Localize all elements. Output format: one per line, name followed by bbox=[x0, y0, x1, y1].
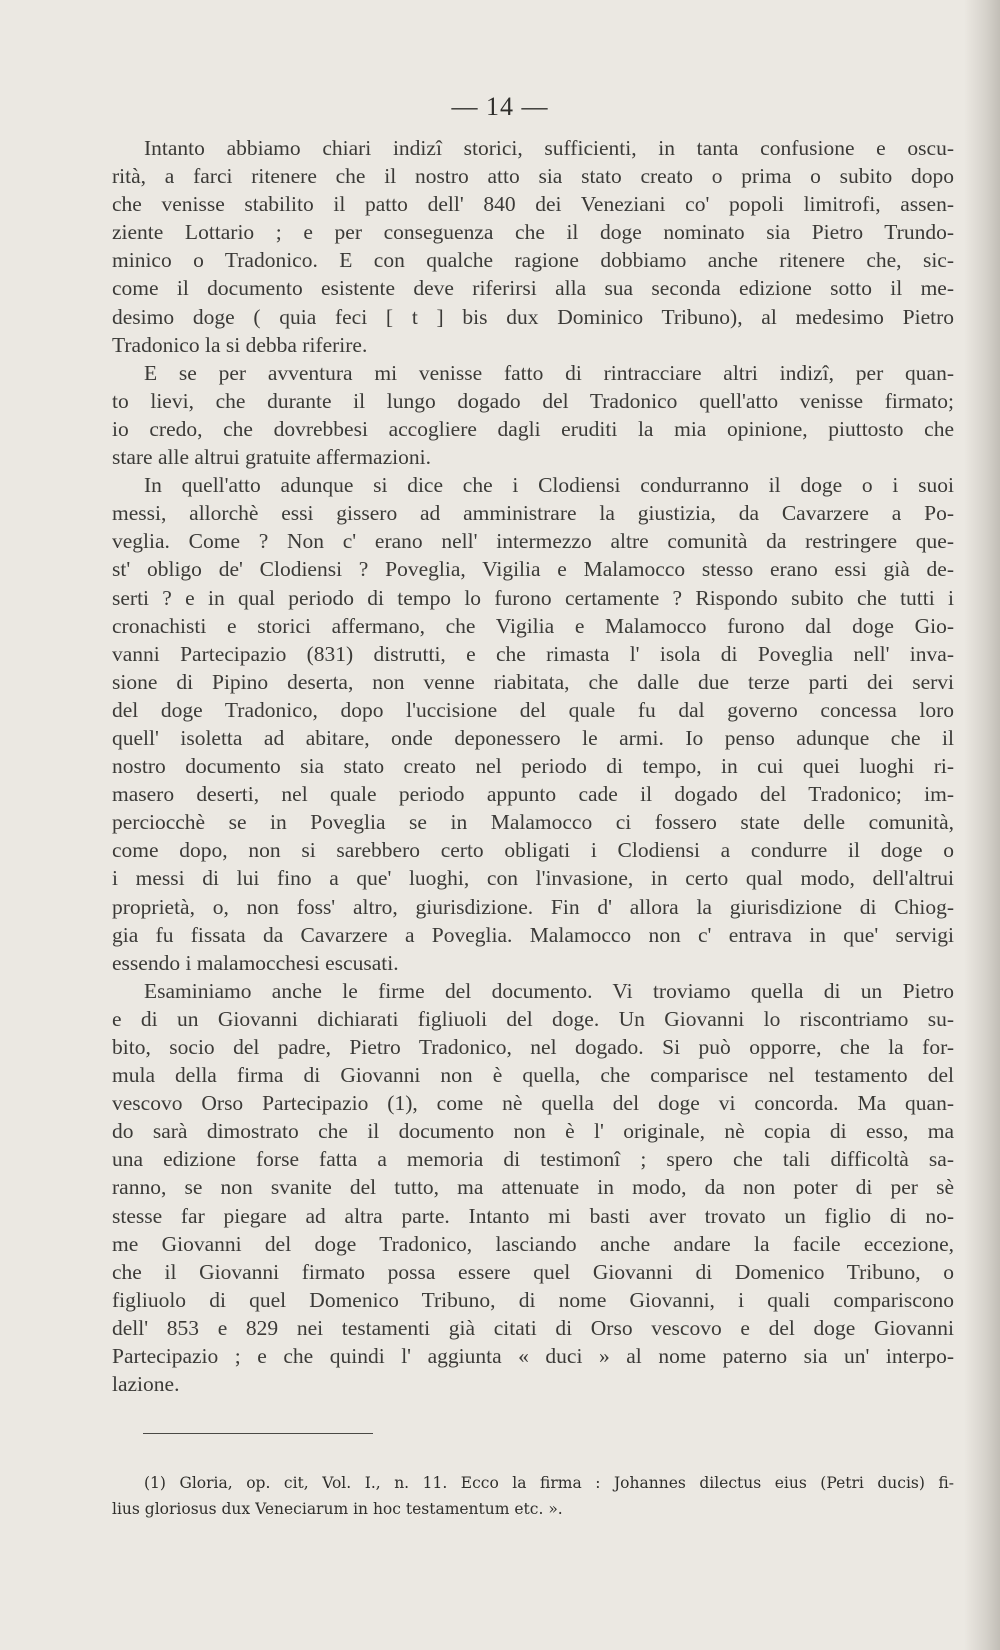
text-line: st' obligo de' Clodiensi ? Poveglia, Vigilia e Malamocco stesso erano essi già de- bbox=[112, 557, 954, 582]
text-line: che il Giovanni firmato possa essere quel Giovanni di Domenico Tribuno, o bbox=[112, 1259, 954, 1284]
text-line: ziente Lottario ; e per conseguenza che il doge nominato sia Pietro Trundo- bbox=[112, 220, 954, 245]
text-line: come dopo, non si sarebbero certo obligati i Clodiensi a condurre il doge o bbox=[112, 838, 954, 863]
text-line: messi, allorchè essi gissero ad amministrare la giustizia, da Cavarzere a Po- bbox=[112, 501, 954, 526]
text-line: vescovo Orso Partecipazio (1), come nè quella del doge vi concorda. Ma quan- bbox=[112, 1091, 954, 1116]
text-line: cronachisti e storici affermano, che Vigilia e Malamocco furono dal doge Gio- bbox=[112, 613, 954, 638]
text-line: perciocchè se in Poveglia se in Malamocco ci fossero state delle comunità, bbox=[112, 810, 954, 835]
text-line: io credo, che dovrebbesi accogliere dagli eruditi la mia opinione, piuttosto che bbox=[112, 416, 954, 441]
text-line: che venisse stabilito il patto dell' 840 dei Veneziani co' popoli limitrofi, assen- bbox=[112, 192, 954, 217]
text-line: me Giovanni del doge Tradonico, lasciando anche andare la facile eccezione, bbox=[112, 1231, 954, 1256]
text-line: E se per avventura mi venisse fatto di rintracciare altri indizî, per quan- bbox=[144, 360, 954, 385]
text-line: proprietà, o, non foss' altro, giurisdizione. Fin d' allora la giurisdizione di Chiog- bbox=[112, 894, 954, 919]
text-line: sione di Pipino deserta, non venne riabitata, che dalle due terze parti dei servi bbox=[112, 669, 954, 694]
text-line: figliuolo di quel Domenico Tribuno, di nome Giovanni, i quali compariscono bbox=[112, 1287, 954, 1312]
text-line: come il documento esistente deve riferirsi alla sua seconda edizione sotto il me- bbox=[112, 276, 954, 301]
footnotes bbox=[112, 1470, 954, 1522]
text-line: to lievi, che durante il lungo dogado del Tradonico quell'atto venisse firmato; bbox=[112, 388, 954, 413]
text-line: quell' isoletta ad abitare, onde deponessero le armi. Io penso adunque che il bbox=[112, 725, 954, 750]
text-line: bito, socio del padre, Pietro Tradonico, nel dogado. Si può opporre, che la for- bbox=[112, 1035, 954, 1059]
text-line: una edizione forse fatta a memoria di testimonî ; spero che tali difficoltà sa- bbox=[112, 1147, 954, 1172]
footnote-line: (1) Gloria, op. cit, Vol. I., n. 11. Ecco la firma : Johannes dilectus eius (Petri ducis) fi- bbox=[144, 1474, 954, 1492]
text-line: dell' 853 e 829 nei testamenti già citati di Orso vescovo e del doge Giovanni bbox=[112, 1315, 954, 1340]
text-line: In quell'atto adunque si dice che i Clodiensi condurranno il doge o i suoi bbox=[144, 473, 954, 498]
page-number: — 14 — bbox=[451, 92, 549, 121]
text-line: serti ? e in qual periodo di tempo lo furono certamente ? Rispondo subito che tutti i bbox=[112, 585, 954, 610]
text-line: essendo i malamocchesi escusati. bbox=[112, 950, 399, 975]
footnote-separator bbox=[143, 1433, 373, 1434]
text-line: i messi di lui fino a que' luoghi, con l'invasione, in certo qual modo, dell'altrui bbox=[112, 866, 954, 891]
text-line: rità, a farci ritenere che il nostro atto sia stato creato o prima o subito dopo bbox=[112, 164, 954, 189]
text-line: nostro documento sia stato creato nel periodo di tempo, in cui quei luoghi ri- bbox=[112, 754, 954, 779]
text-line: Esaminiamo anche le firme del documento. Vi troviamo quella di un Pietro bbox=[144, 978, 954, 1003]
page-edge-shadow bbox=[964, 0, 1000, 1650]
text-line: stesse far piegare ad altra parte. Intanto mi basti aver trovato un figlio di no- bbox=[112, 1203, 954, 1228]
text-line: stare alle altrui gratuite affermazioni. bbox=[112, 445, 431, 470]
text-line: vanni Partecipazio (831) distrutti, e che rimasta l' isola di Poveglia nell' inva- bbox=[112, 641, 954, 666]
text-line: ranno, se non svanite del tutto, ma attenuate in modo, da non poter di per sè bbox=[112, 1175, 954, 1200]
text-line: lazione. bbox=[112, 1372, 180, 1397]
text-line: masero deserti, nel quale periodo appunto cade il dogado del Tradonico; im- bbox=[112, 782, 954, 807]
text-line: del doge Tradonico, dopo l'uccisione del quale fu dal governo concessa loro bbox=[112, 697, 954, 722]
footnote-line: lius gloriosus dux Veneciarum in hoc testamentum etc. ». bbox=[112, 1500, 563, 1518]
text-line: mula della firma di Giovanni non è quella, che comparisce nel testamento del bbox=[112, 1063, 954, 1088]
text-line: veglia. Come ? Non c' erano nell' intermezzo altre comunità da restringere que- bbox=[112, 529, 954, 554]
body-text bbox=[112, 134, 954, 1398]
text-line: gia fu fissata da Cavarzere a Poveglia. Malamocco non c' entrava in que' servigi bbox=[112, 922, 954, 947]
text-line: minico o Tradonico. E con qualche ragione dobbiamo anche ritenere che, sic- bbox=[112, 248, 954, 273]
text-line: e di un Giovanni dichiarati figliuoli del doge. Un Giovanni lo riscontriamo su- bbox=[112, 1006, 954, 1031]
text-line: Partecipazio ; e che quindi l' aggiunta « duci » al nome paterno sia un' interpo- bbox=[112, 1344, 954, 1369]
text-line: Tradonico la si debba riferire. bbox=[112, 332, 368, 357]
text-line: Intanto abbiamo chiari indizî storici, sufficienti, in tanta confusione e oscu- bbox=[144, 136, 954, 160]
text-line: desimo doge ( quia feci [ t ] bis dux Dominico Tribuno), al medesimo Pietro bbox=[112, 304, 954, 329]
text-line: do sarà dimostrato che il documento non è l' originale, nè copia di esso, ma bbox=[112, 1119, 954, 1144]
